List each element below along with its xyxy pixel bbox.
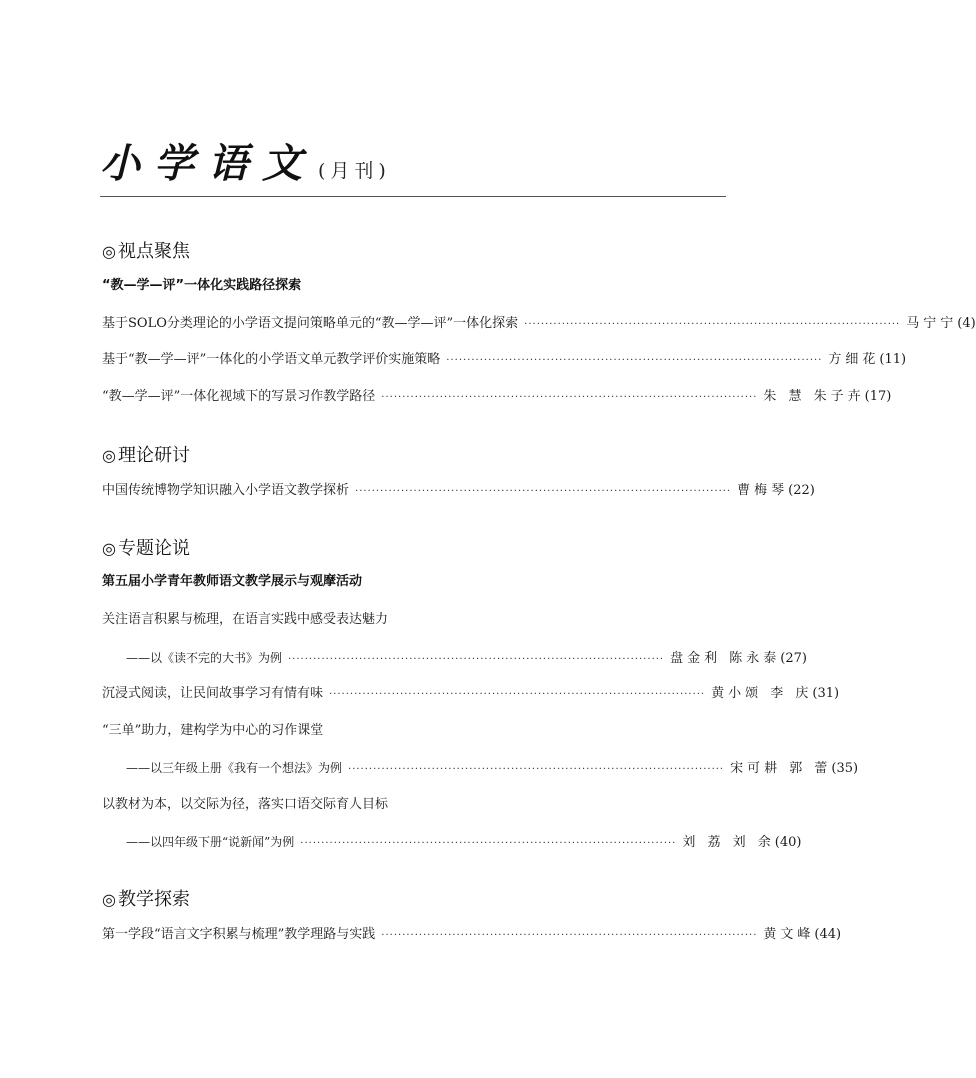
entry-author: 曹梅琴 [737, 483, 789, 498]
toc-entry[interactable] [102, 387, 892, 408]
section-title: 教学探索 [117, 889, 190, 910]
section-heading-theory [102, 444, 190, 468]
toc-entry[interactable] [102, 481, 815, 502]
entry-author: 马宁宁 [906, 316, 958, 331]
entry-page: (40) [774, 835, 802, 850]
entry-title[interactable]: “三单”助力，建构学为中心的习作课堂 [102, 723, 324, 738]
journal-frequency: (月刊) [318, 160, 391, 182]
entry-author: 刘 荔 刘 余 [682, 835, 775, 850]
entry-subtitle: ——以三年级上册《我有一个想法》为例 [126, 761, 343, 775]
dot-leader: ·························································································· [288, 654, 665, 665]
section-title: 专题论说 [117, 538, 190, 559]
section-heading-teaching-exploration [102, 888, 190, 912]
entry-author: 黄小颂 李 庆 [711, 686, 813, 701]
entry-page: (22) [788, 483, 815, 498]
dot-leader: ·························································································· [348, 764, 725, 775]
section-bullet-icon: ◎ [102, 446, 116, 465]
entry-author: 朱 慧 朱子卉 [763, 389, 865, 404]
entry-page: (4) [957, 316, 976, 331]
section-subheading: “教—学—评”一体化实践路径探索 [102, 278, 302, 293]
entry-subtitle: ——以四年级下册“说新闻”为例 [126, 835, 295, 849]
section-bullet-icon: ◎ [102, 242, 116, 261]
toc-entry[interactable] [102, 314, 976, 335]
entry-page: (35) [831, 761, 859, 776]
header-rule [100, 196, 726, 197]
entry-title: “教—学—评”一体化视域下的写景习作教学路径 [102, 389, 376, 404]
entry-page: (17) [864, 389, 892, 404]
dot-leader: ·························································································· [300, 838, 677, 849]
toc-entry[interactable] [126, 758, 859, 780]
section-heading-special-topic [102, 537, 190, 561]
entry-author: 方细花 [828, 352, 880, 367]
journal-title: 小学语文 [100, 141, 316, 187]
toc-entry[interactable] [102, 925, 842, 946]
masthead [100, 140, 391, 188]
section-title: 视点聚焦 [117, 241, 190, 262]
entry-title: 第一学段“语言文字积累与梳理”教学理路与实践 [102, 927, 376, 942]
entry-page: (31) [812, 686, 840, 701]
entry-author: 宋可耕 郭 蕾 [730, 761, 832, 776]
section-bullet-icon: ◎ [102, 539, 116, 558]
entry-title[interactable]: 关注语言积累与梳理，在语言实践中感受表达魅力 [102, 612, 389, 627]
section-subheading: 第五届小学青年教师语文教学展示与观摩活动 [102, 574, 363, 589]
dot-leader: ·························································································· [355, 486, 732, 497]
entry-title: 基于“教—学—评”一体化的小学语文单元教学评价实施策略 [102, 352, 441, 367]
toc-entry[interactable] [126, 648, 807, 670]
dot-leader: ·························································································· [329, 689, 706, 700]
entry-page: (11) [879, 352, 907, 367]
section-bullet-icon: ◎ [102, 890, 116, 909]
dot-leader: ·························································································· [524, 319, 901, 330]
section-title: 理论研讨 [117, 445, 190, 466]
toc-entry[interactable] [126, 832, 802, 854]
entry-subtitle: ——以《读不完的大书》为例 [126, 651, 283, 665]
toc-entry[interactable] [102, 350, 907, 371]
dot-leader: ·························································································· [381, 392, 758, 403]
entry-page: (27) [780, 651, 807, 666]
dot-leader: ·························································································· [446, 355, 823, 366]
entry-title: 中国传统博物学知识融入小学语文教学探析 [102, 483, 350, 498]
section-heading-viewpoint-focus [102, 240, 190, 264]
toc-entry[interactable] [102, 684, 840, 705]
entry-title: 沉浸式阅读，让民间故事学习有情有味 [102, 686, 324, 701]
entry-title: 基于SOLO分类理论的小学语文提问策略单元的“教—学—评”一体化探索 [102, 316, 519, 331]
entry-author: 黄文峰 [763, 927, 815, 942]
entry-title[interactable]: 以教材为本，以交际为径，落实口语交际育人目标 [102, 797, 389, 812]
entry-page: (44) [814, 927, 842, 942]
dot-leader: ·························································································· [381, 930, 758, 941]
entry-author: 盘金利 陈永泰 [670, 651, 781, 666]
